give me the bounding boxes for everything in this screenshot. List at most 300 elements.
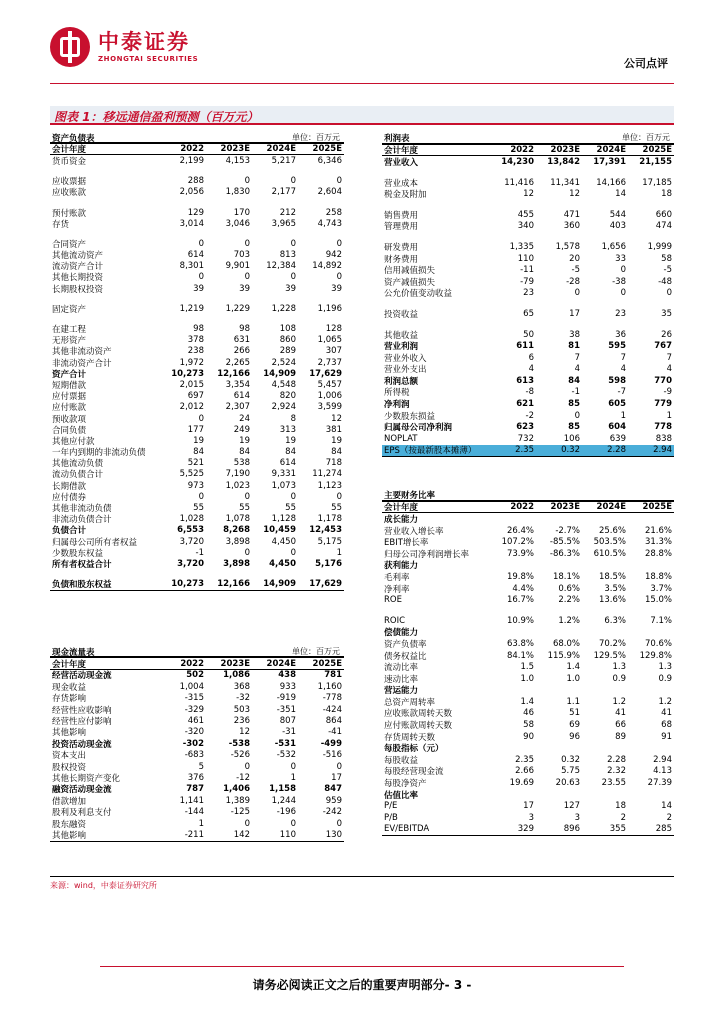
row-value: 55: [285, 503, 296, 514]
row-label: 归属母公司净利润: [384, 423, 453, 434]
table-row: [382, 445, 674, 457]
header-year: 2023E: [550, 501, 580, 512]
row-value: 129.8%: [639, 650, 672, 661]
table-row: [382, 375, 674, 387]
row-value: 5,217: [271, 155, 296, 166]
row-value: 6,346: [317, 155, 342, 166]
row-value: 2.2%: [558, 595, 580, 606]
row-value: 14: [661, 801, 672, 812]
row-label: 固定资产: [52, 304, 87, 315]
row-value: 864: [325, 716, 342, 727]
row-value: -28: [566, 276, 580, 287]
row-label: 长期借款: [52, 481, 87, 492]
table-row: [382, 253, 674, 265]
row-value: 96: [569, 731, 580, 742]
table-row: [50, 424, 344, 435]
table-row: [50, 806, 344, 817]
header-year: 2022: [180, 144, 204, 155]
row-value: 18.5%: [598, 571, 626, 582]
row-value: 12,166: [217, 579, 250, 590]
row-value: 0: [336, 491, 342, 502]
row-value: 1,073: [271, 480, 296, 491]
row-value: 17: [331, 772, 342, 783]
row-value: 130: [325, 829, 342, 840]
row-value: 14,892: [312, 261, 342, 272]
table-row: [50, 502, 344, 513]
row-value: 8: [290, 413, 296, 424]
row-value: 1: [336, 547, 342, 558]
row-value: 84: [193, 447, 204, 458]
row-value: 614: [187, 250, 204, 261]
row-label: 其他影响: [52, 728, 87, 739]
row-label: 其他非流动资产: [52, 347, 112, 358]
row-value: -8: [525, 387, 534, 398]
row-value: 779: [654, 399, 672, 410]
row-value: 5,525: [179, 469, 204, 480]
table-row: [382, 777, 674, 789]
row-value: 11,416: [504, 177, 534, 188]
row-value: 1,123: [317, 480, 342, 491]
row-value: 4,450: [269, 558, 296, 569]
table-row: [382, 340, 674, 352]
row-value: 4,153: [225, 155, 250, 166]
row-value: 3,014: [179, 218, 204, 229]
row-value: 110: [279, 829, 296, 840]
row-value: -7: [617, 387, 626, 398]
row-label: EV/EBITDA: [384, 824, 430, 835]
row-value: 0.9: [658, 673, 672, 684]
row-label: 无形资产: [52, 336, 87, 347]
table-row: [50, 458, 344, 469]
table-row: [382, 433, 674, 445]
table-row: [50, 704, 344, 715]
section-label: 营运能力: [384, 686, 419, 697]
row-label: 现金收益: [52, 682, 87, 693]
table-row: [50, 750, 344, 761]
table-row: [50, 547, 344, 558]
table-row: [50, 402, 344, 413]
table-row: [50, 368, 344, 379]
table-row: [382, 661, 674, 673]
row-value: 65: [523, 308, 534, 319]
row-label: 营业收入: [384, 157, 419, 168]
row-value: 46: [523, 708, 534, 719]
row-value: -532: [276, 750, 296, 761]
row-value: 4: [574, 364, 580, 375]
row-spacer: [382, 168, 674, 177]
row-value: 14: [615, 189, 626, 200]
table-row: [50, 579, 344, 590]
row-label: 毛利率: [384, 572, 410, 583]
table-row: [382, 221, 674, 233]
cash-flow-table: [50, 647, 344, 842]
row-value: 355: [609, 824, 626, 835]
row-value: 2,737: [317, 357, 342, 368]
header-year: 2025E: [642, 501, 672, 512]
table-row: [50, 283, 344, 294]
row-value: 15.0%: [644, 595, 672, 606]
row-label: 流动比率: [384, 663, 419, 674]
row-value: 70.2%: [598, 638, 626, 649]
row-label: 所得税: [384, 388, 410, 399]
row-label: 股利及利息支付: [52, 808, 112, 819]
row-value: 14,909: [263, 579, 296, 590]
header-divider: [50, 83, 674, 84]
row-spacer: [382, 320, 674, 329]
row-value: 623: [516, 422, 534, 433]
row-label: 负债合计: [52, 526, 87, 537]
table-row: [382, 719, 674, 731]
row-value: 1,141: [179, 795, 204, 806]
row-value: 781: [324, 670, 342, 681]
row-value: 1,196: [317, 303, 342, 314]
row-value: 70.6%: [644, 638, 672, 649]
row-value: -144: [184, 807, 204, 818]
row-value: 212: [279, 207, 296, 218]
table-row: [50, 323, 344, 334]
row-value: 288: [187, 176, 204, 187]
row-value: 170: [233, 207, 250, 218]
row-value: 1,023: [225, 480, 250, 491]
row-label: 少数股东权益: [52, 548, 104, 559]
row-value: 973: [187, 480, 204, 491]
row-value: 1: [666, 410, 672, 421]
row-value: 73.9%: [506, 548, 534, 559]
row-label: 流动负债合计: [52, 470, 104, 481]
row-value: 360: [563, 221, 580, 232]
row-value: 23.55: [601, 778, 626, 789]
footer-divider: [100, 966, 624, 967]
row-value: 838: [655, 433, 672, 444]
row-value: 438: [278, 670, 296, 681]
row-value: 4.4%: [512, 583, 534, 594]
row-label: 应付债券: [52, 492, 87, 503]
table-row: [382, 754, 674, 766]
table-title-row: [382, 490, 674, 502]
section-row: [382, 685, 674, 697]
row-value: 1,335: [509, 241, 534, 252]
row-value: -683: [184, 750, 204, 761]
table-row: [50, 261, 344, 272]
table-row: [50, 447, 344, 458]
row-label: 财务费用: [384, 254, 419, 265]
row-value: 258: [325, 207, 342, 218]
row-value: 703: [233, 250, 250, 261]
row-label: 借款增加: [52, 796, 87, 807]
row-value: 368: [233, 681, 250, 692]
row-label: 管理费用: [384, 222, 419, 233]
row-label: 销售费用: [384, 210, 419, 221]
row-value: 2.66: [515, 766, 534, 777]
row-value: 81: [568, 341, 580, 352]
row-label: 每股净资产: [384, 779, 427, 790]
row-label: 营业外收入: [384, 353, 427, 364]
row-value: 1,086: [223, 670, 250, 681]
row-label: 投资收益: [384, 309, 419, 320]
row-label: 存货周转天数: [384, 732, 436, 743]
row-value: 0: [290, 176, 296, 187]
row-value: 7,190: [225, 469, 250, 480]
row-value: 1,244: [271, 795, 296, 806]
row-value: 2,012: [179, 402, 204, 413]
row-value: 5,175: [317, 536, 342, 547]
row-value: 236: [233, 716, 250, 727]
header-year: 2025E: [312, 658, 342, 669]
row-value: 8,268: [223, 525, 250, 536]
row-value: -85.5%: [549, 537, 580, 548]
row-value: 2,265: [225, 357, 250, 368]
table-row: [382, 421, 674, 433]
row-value: 115.9%: [547, 650, 580, 661]
header-year: 2025E: [312, 144, 342, 155]
row-value: 25.6%: [598, 525, 626, 536]
row-value: 129: [187, 207, 204, 218]
table-row: [50, 238, 344, 249]
row-value: 11,341: [550, 177, 580, 188]
row-value: 5: [198, 761, 204, 772]
row-value: 611: [516, 341, 534, 352]
table-row: [50, 818, 344, 829]
report-type: 公司点评: [624, 57, 668, 70]
table-row: [50, 558, 344, 569]
row-value: 21,155: [639, 156, 672, 167]
row-value: 697: [187, 391, 204, 402]
table-row: [382, 583, 674, 595]
row-value: 9,331: [271, 469, 296, 480]
row-value: 0: [336, 272, 342, 283]
table-row: [50, 435, 344, 446]
table-row: [382, 241, 674, 253]
row-label: 长期股权投资: [52, 284, 104, 295]
row-value: 16.7%: [506, 595, 534, 606]
row-value: -32: [236, 693, 250, 704]
row-value: 5.75: [561, 766, 580, 777]
row-value: 2.28: [607, 445, 626, 456]
row-label: 公允价值变动收益: [384, 289, 453, 300]
row-value: -315: [184, 693, 204, 704]
row-value: 378: [187, 335, 204, 346]
row-label: 货币资金: [52, 156, 87, 167]
row-value: -302: [182, 738, 204, 749]
row-value: 787: [186, 784, 204, 795]
row-value: 20.63: [555, 778, 580, 789]
row-value: 98: [239, 324, 250, 335]
row-value: 307: [325, 346, 342, 357]
row-value: 0: [244, 238, 250, 249]
row-value: 2.94: [653, 754, 672, 765]
row-value: 84: [331, 447, 342, 458]
row-value: 1.4: [566, 662, 580, 673]
row-label: 营业利润: [384, 342, 419, 353]
row-value: 33: [615, 253, 626, 264]
table-row: [382, 708, 674, 720]
row-value: 598: [608, 375, 626, 386]
row-value: 12: [239, 727, 250, 738]
row-value: 0: [290, 761, 296, 772]
row-value: 1,389: [225, 795, 250, 806]
row-label: 其他影响: [52, 830, 87, 841]
table-row: [50, 391, 344, 402]
row-value: 13,842: [547, 156, 580, 167]
row-label: 一年内到期的非流动负债: [52, 448, 146, 459]
row-value: 91: [661, 731, 672, 742]
row-value: 285: [655, 824, 672, 835]
row-value: 39: [331, 283, 342, 294]
table-header-row: [50, 658, 344, 669]
row-value: -86.3%: [549, 548, 580, 559]
row-label: 信用减值损失: [384, 266, 436, 277]
row-value: 2,177: [271, 187, 296, 198]
page-footer: 请务必阅读正文之后的重要声明部分- 3 -: [252, 978, 472, 992]
row-value: 1: [198, 818, 204, 829]
row-label: 应收账款: [52, 188, 87, 199]
row-value: 84: [568, 375, 580, 386]
row-value: 2.35: [515, 445, 534, 456]
row-value: 631: [233, 335, 250, 346]
logo-cn-text: 中泰证券: [98, 30, 190, 54]
row-value: 19: [331, 435, 342, 446]
row-label: 应收票据: [52, 177, 87, 188]
row-label: 合同负债: [52, 425, 87, 436]
row-value: 3.5%: [604, 583, 626, 594]
row-value: 639: [609, 433, 626, 444]
row-label: 负债和股东权益: [52, 580, 112, 591]
row-value: 1: [290, 772, 296, 783]
row-value: 461: [187, 716, 204, 727]
table-row: [50, 272, 344, 283]
table-header-row: [382, 145, 674, 157]
table-row: [50, 772, 344, 783]
row-value: 1.1: [566, 696, 580, 707]
row-value: 0: [290, 818, 296, 829]
row-value: 17: [569, 308, 580, 319]
table-row: [50, 784, 344, 795]
row-value: -12: [236, 772, 250, 783]
header-year: 2024E: [596, 144, 626, 155]
table-row: [50, 829, 344, 840]
row-label: 研发费用: [384, 242, 419, 253]
row-value: 28.8%: [644, 548, 672, 559]
row-value: 340: [517, 221, 534, 232]
row-value: 942: [325, 250, 342, 261]
row-label: 应付账款周转天数: [384, 721, 453, 732]
row-label: 存货: [52, 219, 70, 230]
table-row: [382, 410, 674, 422]
table-row: [382, 800, 674, 812]
row-value: 19: [239, 435, 250, 446]
table-row: [382, 536, 674, 548]
logo-en-text: ZHONGTAI SECURITIES: [98, 55, 199, 63]
row-value: 17,185: [642, 177, 672, 188]
row-value: -2.7%: [555, 525, 580, 536]
table-row: [50, 357, 344, 368]
row-value: 1,028: [179, 514, 204, 525]
row-value: -125: [230, 807, 250, 818]
row-label: 其他长期投资: [52, 273, 104, 284]
row-value: 58: [523, 720, 534, 731]
row-value: 26.4%: [506, 525, 534, 536]
table-row: [382, 387, 674, 399]
table-bottom-rule: [382, 835, 674, 836]
row-value: 7: [666, 352, 672, 363]
row-value: 0: [244, 491, 250, 502]
row-value: -79: [520, 276, 534, 287]
row-value: 0.9: [612, 673, 626, 684]
table-row: [382, 571, 674, 583]
row-value: 0: [290, 547, 296, 558]
table-unit: 单位：百万元: [622, 133, 670, 143]
row-value: 0.6%: [558, 583, 580, 594]
row-value: 12,166: [217, 368, 250, 379]
row-value: -48: [658, 276, 672, 287]
row-value: 820: [279, 391, 296, 402]
row-value: -211: [184, 829, 204, 840]
row-value: 1,006: [317, 391, 342, 402]
table-row: [382, 156, 674, 168]
section-label: 偿债能力: [384, 628, 419, 639]
row-value: 0: [666, 288, 672, 299]
row-value: 3,965: [271, 218, 296, 229]
row-value: -538: [228, 738, 250, 749]
header-year: 2023E: [220, 144, 250, 155]
row-value: 12,453: [309, 525, 342, 536]
row-value: 68.0%: [552, 638, 580, 649]
table-row: [382, 364, 674, 376]
section-label: 每股指标（元）: [384, 744, 444, 755]
row-value: 66: [615, 720, 626, 731]
header-year: 2024E: [266, 144, 296, 155]
row-value: 249: [233, 424, 250, 435]
table-title: 主要财务比率: [384, 490, 436, 501]
row-value: 3,046: [225, 218, 250, 229]
row-value: 2,015: [179, 379, 204, 390]
row-value: -5: [663, 265, 672, 276]
row-value: 2: [620, 812, 626, 823]
row-label: 税金及附加: [384, 190, 427, 201]
header-year: 2025E: [642, 144, 672, 155]
row-value: 660: [655, 209, 672, 220]
row-label: 速动比率: [384, 674, 419, 685]
row-value: 2,199: [179, 155, 204, 166]
row-label: P/B: [384, 812, 398, 823]
row-value: 376: [187, 772, 204, 783]
row-value: 605: [608, 399, 626, 410]
row-spacer: [382, 200, 674, 209]
row-value: 10,273: [171, 579, 204, 590]
row-value: -196: [276, 807, 296, 818]
header-label: 会计年度: [384, 145, 419, 156]
zhongtai-logo-icon: [50, 27, 90, 67]
row-value: 313: [279, 424, 296, 435]
table-row: [382, 696, 674, 708]
row-label: 少数股东损益: [384, 411, 436, 422]
row-label: 资本支出: [52, 751, 87, 762]
row-label: 资产减值损失: [384, 277, 436, 288]
row-value: -499: [320, 738, 342, 749]
row-value: 2,924: [271, 402, 296, 413]
table-title: 资产负债表: [52, 133, 95, 144]
table-row: [50, 155, 344, 166]
row-value: 31.3%: [644, 537, 672, 548]
row-value: -11: [520, 265, 534, 276]
table-row: [50, 346, 344, 357]
row-label: 资产负债率: [384, 639, 427, 650]
row-value: 0: [620, 265, 626, 276]
row-label: ROE: [384, 595, 402, 606]
row-label: 利润总额: [384, 376, 419, 387]
row-value: 1.0: [566, 673, 580, 684]
table-row: [50, 536, 344, 547]
